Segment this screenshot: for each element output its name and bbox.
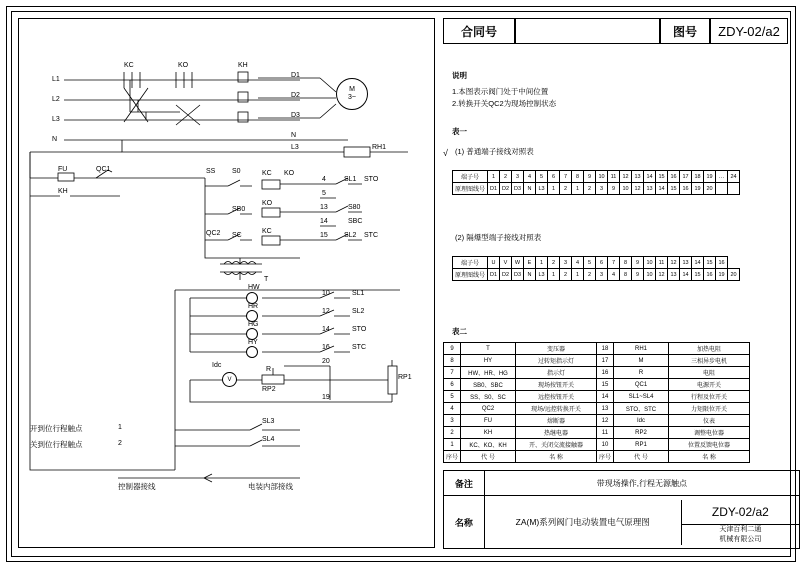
terminal-no: 19: [704, 171, 716, 183]
legend-name: 行程及位开关: [669, 391, 750, 403]
note-line-1: 1.本图表示阀门处于中间位置: [452, 87, 549, 96]
wire-no: 14: [680, 269, 692, 281]
terminal-no: 14: [644, 171, 656, 183]
legend-no: 12: [597, 415, 614, 427]
wire-no: 1: [548, 183, 560, 195]
terminal-no: 4: [572, 257, 584, 269]
wire-num-14: 14: [320, 218, 328, 225]
drawing-code: ZDY-02/a2: [682, 500, 799, 525]
wire-num-13: 13: [320, 204, 328, 211]
terminal-no: 5: [584, 257, 596, 269]
legend-code: STO、STC: [614, 403, 669, 415]
legend-name: 热继电器: [516, 427, 597, 439]
terminal-no: V: [500, 257, 512, 269]
legend-name: 现场按钮开关: [516, 379, 597, 391]
label-s80: S80: [348, 204, 361, 211]
wire-no: N: [524, 183, 536, 195]
right-bottom-label: 电装内部接线: [248, 482, 293, 491]
label-ko: KO: [178, 62, 189, 69]
label-s0: S0: [232, 168, 241, 175]
company: 天津百利二通 机械有限公司: [719, 525, 762, 543]
terminal-no: 13: [632, 171, 644, 183]
terminal-table-explosionproof: [452, 256, 740, 281]
terminal-no: 14: [692, 257, 704, 269]
motor-label: M: [349, 86, 355, 93]
legend-code: SL1~SL4: [614, 391, 669, 403]
legend-name: 仪表: [669, 415, 750, 427]
wire-no: 9: [632, 269, 644, 281]
legend-code: Idc: [614, 415, 669, 427]
remark-label: 备注: [444, 471, 485, 496]
wire-no: 15: [692, 269, 704, 281]
terminal-no: 16: [668, 171, 680, 183]
wire-no: 2: [584, 183, 596, 195]
legend-code: SB0、SBC: [461, 379, 516, 391]
wire-no: N: [524, 269, 536, 281]
limit-stc: STC: [352, 344, 366, 351]
wire-no: 2: [560, 183, 572, 195]
close-limit-label: 关到位行程触点: [30, 440, 83, 449]
terminal-no: 16: [716, 257, 728, 269]
wire-row-label: 原理图线号: [453, 183, 488, 195]
note-line-2: 2.转换开关QC2为现场控制状态: [452, 99, 557, 108]
limit-sl1: SL1: [352, 290, 365, 297]
label-ko-coil2: KO: [262, 200, 273, 207]
legend-no: 10: [597, 439, 614, 451]
wire-19: 19: [322, 394, 330, 401]
terminal-no: E: [524, 257, 536, 269]
meter-symbol: V: [222, 372, 237, 387]
remark-value: 带现场操作,行程无源触点: [484, 471, 799, 496]
wire-no: 1: [572, 183, 584, 195]
label-transformer: T: [264, 276, 269, 283]
label-d1: D1: [291, 72, 300, 79]
legend-no: 3: [444, 415, 461, 427]
legend-no: 9: [444, 343, 461, 355]
wire-no: L3: [536, 269, 548, 281]
label-idc: Idc: [212, 362, 222, 369]
legend-code: SS、S0、SC: [461, 391, 516, 403]
legend-no: 5: [444, 391, 461, 403]
wire-num-4: 4: [322, 176, 326, 183]
label-sto: STO: [364, 176, 379, 183]
wire-no: 14: [656, 183, 668, 195]
label-l3-heater: L3: [291, 144, 299, 151]
table-one-title: 表一: [452, 127, 467, 136]
wire-no: 1: [548, 269, 560, 281]
table-one-sub1: (1) 普通端子接线对照表: [455, 147, 534, 156]
label-qc1: QC1: [96, 166, 111, 173]
label-sc: SC: [232, 232, 242, 239]
drawing-value: ZDY-02/a2: [710, 18, 788, 44]
drawing-name: ZA(M)系列阀门电动装置电气原理图: [485, 500, 682, 545]
legend-name: 电源开关: [669, 379, 750, 391]
wire-no: 12: [656, 269, 668, 281]
legend-no: 17: [597, 355, 614, 367]
left-bottom-label: 控制器接线: [118, 482, 156, 491]
wire-no: 3: [596, 183, 608, 195]
term-row-label: 端子号: [453, 171, 488, 183]
wire-12: 12: [322, 308, 330, 315]
legend-no: 8: [444, 355, 461, 367]
label-qc2: QC2: [206, 230, 221, 237]
terminal-no: 15: [656, 171, 668, 183]
legend-code: M: [614, 355, 669, 367]
terminal-no: 17: [680, 171, 692, 183]
legend-row: [444, 427, 750, 439]
limit-sl2: SL2: [352, 308, 365, 315]
terminal-no: 5: [536, 171, 548, 183]
supply-label-l2: L2: [52, 96, 60, 103]
terminal-no: 11: [608, 171, 620, 183]
label-sl1: SL1: [344, 176, 357, 183]
legend-code: QC1: [614, 379, 669, 391]
legend-no: 6: [444, 379, 461, 391]
legend-code: QC2: [461, 403, 516, 415]
legend-name: 熔断器: [516, 415, 597, 427]
terminal-no: 11: [656, 257, 668, 269]
wire-row-label: 原理图线号: [453, 269, 488, 281]
label-hw: HW: [248, 284, 260, 291]
terminal-table-normal: [452, 170, 740, 195]
wire-no: 2: [584, 269, 596, 281]
motor-symbol: [336, 78, 368, 110]
terminal-no: 9: [632, 257, 644, 269]
legend-no: 13: [597, 403, 614, 415]
terminal-no: 6: [548, 171, 560, 183]
wire-no: 16: [704, 269, 716, 281]
terminal-no: 13: [680, 257, 692, 269]
wire-no: 3: [596, 269, 608, 281]
label-ss: SS: [206, 168, 216, 175]
label-kc-coil: KC: [262, 170, 272, 177]
wire-16: 16: [322, 344, 330, 351]
label-stc: STC: [364, 232, 378, 239]
legend-code: HW、HR、HG: [461, 367, 516, 379]
terminal-no: U: [488, 257, 500, 269]
wire-no: 13: [644, 183, 656, 195]
legend-code: T: [461, 343, 516, 355]
legend-code: RP1: [614, 439, 669, 451]
wire-no: D3: [512, 269, 524, 281]
legend-table: [443, 342, 750, 463]
legend-name: 电阻: [669, 367, 750, 379]
legend-name: 调整电位器: [669, 427, 750, 439]
terminal-no: 1: [536, 257, 548, 269]
terminal-no: 9: [584, 171, 596, 183]
terminal-no: 10: [596, 171, 608, 183]
legend-no: 7: [444, 367, 461, 379]
terminal-no: 2: [548, 257, 560, 269]
legend-name: 指示灯: [516, 367, 597, 379]
legend-row: [444, 355, 750, 367]
label-n-term: N: [291, 132, 297, 139]
terminal-no: 2: [500, 171, 512, 183]
wire-no: D1: [488, 183, 500, 195]
terminal-no: 24: [728, 171, 740, 183]
legend-code: KH: [461, 427, 516, 439]
label-r: R: [266, 366, 272, 373]
wire-no: 13: [668, 269, 680, 281]
legend-no: 1: [444, 439, 461, 451]
wire-no: 8: [620, 269, 632, 281]
table-two-title: 表二: [452, 327, 467, 336]
legend-header-cell: 序号: [597, 451, 614, 463]
label-sbc: SBC: [348, 218, 363, 225]
legend-row: [444, 415, 750, 427]
label-hy: HY: [248, 339, 258, 346]
legend-name: 开、关闭交流接触器: [516, 439, 597, 451]
wire-no: D3: [512, 183, 524, 195]
legend-code: RH1: [614, 343, 669, 355]
legend-no: 11: [597, 427, 614, 439]
legend-header-cell: 代 号: [614, 451, 669, 463]
legend-name: 变压器: [516, 343, 597, 355]
label-kc-coil2: KC: [262, 228, 272, 235]
checkmark-icon: √: [443, 148, 448, 158]
legend-name: 位置反馈电位器: [669, 439, 750, 451]
label-d2: D2: [291, 92, 300, 99]
terminal-no: 7: [608, 257, 620, 269]
terminal-no: 4: [524, 171, 536, 183]
motor-sub: 3~: [348, 94, 356, 101]
wire-no: D1: [488, 269, 500, 281]
legend-no: 2: [444, 427, 461, 439]
terminal-no: 3: [560, 257, 572, 269]
legend-no: 14: [597, 391, 614, 403]
wire-no: 12: [632, 183, 644, 195]
wire-no: 10: [644, 269, 656, 281]
wire-no: 9: [608, 183, 620, 195]
legend-name: 现场/远控转换开关: [516, 403, 597, 415]
terminal-no: 8: [620, 257, 632, 269]
term-row-label: 端子号: [453, 257, 488, 269]
wire-10: 10: [322, 290, 330, 297]
label-sl4: SL4: [262, 436, 275, 443]
limit-sto: STO: [352, 326, 367, 333]
wire-no: D2: [500, 183, 512, 195]
remark-row: [444, 471, 800, 496]
label-kc: KC: [124, 62, 134, 69]
legend-row: [444, 379, 750, 391]
label-d3: D3: [291, 112, 300, 119]
wire-no: 4: [608, 269, 620, 281]
wire-no: 16: [680, 183, 692, 195]
terminal-no: 6: [596, 257, 608, 269]
terminal-no: …: [716, 171, 728, 183]
label-kh: KH: [238, 62, 248, 69]
table-one-sub2: (2) 隔爆型端子接线对照表: [455, 233, 542, 242]
wire-no: 20: [704, 183, 716, 195]
legend-row: [444, 367, 750, 379]
legend-no: 4: [444, 403, 461, 415]
legend-name: 过转矩指示灯: [516, 355, 597, 367]
label-sb0: SB0: [232, 206, 246, 213]
terminal-no: 1: [488, 171, 500, 183]
close-limit-no: 2: [118, 440, 122, 447]
wire-no: 19: [716, 269, 728, 281]
legend-header-cell: 序号: [444, 451, 461, 463]
wire-no: 20: [728, 269, 740, 281]
legend-row: [444, 391, 750, 403]
wire-no: 1: [572, 269, 584, 281]
wire-20: 20: [322, 358, 330, 365]
terminal-no: 18: [692, 171, 704, 183]
terminal-no: W: [512, 257, 524, 269]
legend-name: 三相异步电机: [669, 355, 750, 367]
wire-no: L3: [536, 183, 548, 195]
wire-no: [716, 183, 728, 195]
label-rp1: RP1: [398, 374, 412, 381]
label-ko-coil: KO: [284, 170, 295, 177]
legend-code: FU: [461, 415, 516, 427]
legend-row: [444, 343, 750, 355]
label-rh1: RH1: [372, 144, 387, 151]
legend-no: 15: [597, 379, 614, 391]
legend-name: 力矩限位开关: [669, 403, 750, 415]
wire-no: 15: [668, 183, 680, 195]
label-fu: FU: [58, 166, 68, 173]
legend-name: 加热电阻: [669, 343, 750, 355]
legend-name: 远控按钮开关: [516, 391, 597, 403]
label-kh2: KH: [58, 188, 68, 195]
contract-label: 合同号: [443, 18, 515, 44]
wire-no: 2: [560, 269, 572, 281]
supply-label-n: N: [52, 136, 58, 143]
legend-no: 18: [597, 343, 614, 355]
open-limit-label: 开到位行程触点: [30, 424, 83, 433]
legend-header-cell: 名 称: [516, 451, 597, 463]
wire-num-5: 5: [322, 190, 326, 197]
wire-no: 10: [620, 183, 632, 195]
label-hg: HG: [248, 321, 259, 328]
label-sl2: SL2: [344, 232, 357, 239]
legend-code: RP2: [614, 427, 669, 439]
drawing-label: 图号: [660, 18, 710, 44]
terminal-no: 15: [704, 257, 716, 269]
label-hr: HR: [248, 303, 259, 310]
legend-row: [444, 403, 750, 415]
legend-header-cell: 名 称: [669, 451, 750, 463]
terminal-no: 7: [560, 171, 572, 183]
wire-14: 14: [322, 326, 330, 333]
notes-title: 说明: [452, 71, 467, 80]
wire-no: 19: [692, 183, 704, 195]
terminal-no: 3: [512, 171, 524, 183]
terminal-no: 10: [644, 257, 656, 269]
legend-code: HY: [461, 355, 516, 367]
label-rp2: RP2: [262, 386, 276, 393]
name-row: [444, 496, 800, 549]
name-label: 名称: [444, 496, 485, 549]
supply-label-l1: L1: [52, 76, 60, 83]
open-limit-no: 1: [118, 424, 122, 431]
wire-no: D2: [500, 269, 512, 281]
wire-num-15: 15: [320, 232, 328, 239]
terminal-no: 12: [668, 257, 680, 269]
terminal-no: 8: [572, 171, 584, 183]
supply-label-l3: L3: [52, 116, 60, 123]
legend-header-row: [444, 451, 750, 463]
legend-row: [444, 439, 750, 451]
title-block: [443, 470, 800, 549]
label-sl3: SL3: [262, 418, 275, 425]
legend-code: R: [614, 367, 669, 379]
wire-no: [728, 183, 740, 195]
legend-header-cell: 代 号: [461, 451, 516, 463]
legend-no: 16: [597, 367, 614, 379]
legend-code: KC、KO、KH: [461, 439, 516, 451]
lamp-hy: [246, 346, 258, 358]
terminal-no: 12: [620, 171, 632, 183]
